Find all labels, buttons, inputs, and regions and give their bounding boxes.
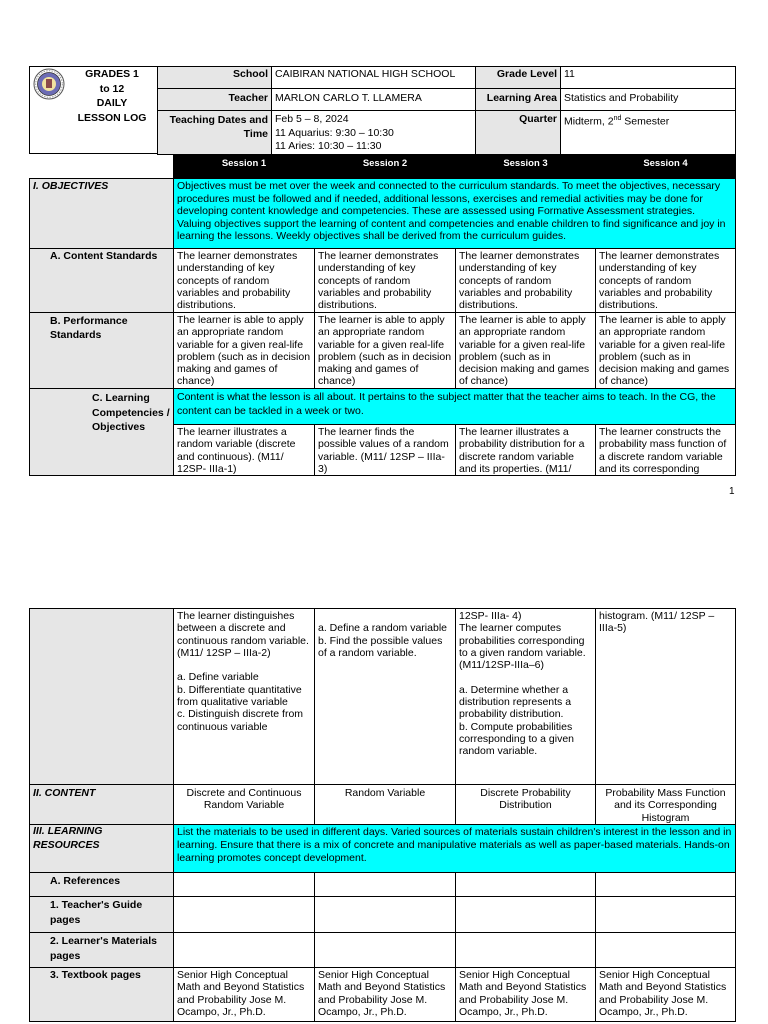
content-standards-s3: The learner demonstrates understanding of key concepts of random variables and probability distributions. — [455, 248, 596, 313]
quarter-label: Quarter — [475, 110, 561, 155]
objectives-text: Objectives must be met over the week and connected to the curriculum standards. To meet the objectives, necessary procedures must be followed and if needed, additional lessons, exercises and remedial activities may be done for developing content knowledge and competencies. These are assessed using Formative Assessment strategies. Valuing objectives support the learning of content and competencies and enable children to find significance and joy in learning the lessons. Weekly objectives shall be derived from the curriculum guides. — [173, 178, 736, 249]
content-s1: Discrete and Continuous Random Variable — [173, 784, 315, 825]
session-1-header: Session 1 — [173, 154, 315, 179]
quarter-value-suffix: Semester — [621, 115, 670, 128]
teaching-dates-label: Teaching Dates and Time — [157, 110, 272, 155]
content-standards-s2: The learner demonstrates understanding of key concepts of random variables and probability distributions. — [314, 248, 456, 313]
continuation-s1: The learner distinguishes between a discrete and continuous random variable. (M11/ 12SP – IIIa-2) a. Define variable b. Differentiate quantitative from qualitative variable c. Distinguish discrete from continuous variable — [173, 608, 315, 785]
textbook-s2: Senior High Conceptual Math and Beyond Statistics and Probability Jose M. Ocampo, Jr., Ph.D. — [314, 967, 456, 1022]
teachers-guide-s1 — [173, 896, 315, 933]
quarter-value-sup: nd — [613, 115, 622, 122]
deped-seal — [33, 68, 65, 100]
references-s4 — [595, 872, 736, 897]
teaching-dates-value: Feb 5 – 8, 2024 11 Aquarius: 9:30 – 10:30 11 Aries: 10:30 – 11:30 — [271, 110, 476, 155]
competencies-s2: The learner finds the possible values of a random variable. (M11/ 12SP – IIIa- 3) — [314, 424, 456, 476]
teacher-label: Teacher — [157, 88, 272, 111]
textbook-s4: Senior High Conceptual Math and Beyond Statistics and Probability Jose M. Ocampo, Jr., Ph.D. — [595, 967, 736, 1022]
continuation-s2: a. Define a random variable b. Find the possible values of a random variable. — [314, 608, 456, 785]
school-value: CAIBIRAN NATIONAL HIGH SCHOOL — [271, 66, 476, 89]
content-standards-s4: The learner demonstrates understanding of key concepts of random variables and probability distributions. — [595, 248, 736, 313]
school-label: School — [157, 66, 272, 89]
competencies-s4: The learner constructs the probability mass function of a discrete random variable and its corresponding — [595, 424, 736, 476]
references-s1 — [173, 872, 315, 897]
content-standards-label: A. Content Standards — [29, 248, 174, 313]
content-label: II. CONTENT — [29, 784, 174, 825]
learning-area-value: Statistics and Probability — [560, 88, 736, 111]
performance-standards-s1: The learner is able to apply an appropriate random variable for a given real-life problem (such as in decision making and games of chance) — [173, 312, 315, 389]
continuation-s4: histogram. (M11/ 12SP – IIIa-5) — [595, 608, 736, 785]
references-label: A. References — [29, 872, 174, 897]
content-standards-s1: The learner demonstrates understanding of key concepts of random variables and probability distributions. — [173, 248, 315, 313]
content-s2: Random Variable — [314, 784, 456, 825]
teachers-guide-s4 — [595, 896, 736, 933]
performance-standards-label: B. Performance Standards — [29, 312, 174, 389]
textbook-label: 3. Textbook pages — [29, 967, 174, 1022]
performance-standards-s4: The learner is able to apply an appropriate random variable for a given real-life problem (such as in decision making and games of chance) — [595, 312, 736, 389]
sessions-header-spacer — [29, 154, 174, 179]
learners-materials-s2 — [314, 932, 456, 968]
learners-materials-label: 2. Learner's Materials pages — [29, 932, 174, 968]
content-s3: Discrete Probability Distribution — [455, 784, 596, 825]
references-s3 — [455, 872, 596, 897]
continuation-s3: 12SP- IIIa- 4) The learner computes probabilities corresponding to a given random variable. (M11/12SP-IIIa–6) a. Determine whether a distribution represents a probability distribution. b. Compute probabilities corresponding to a given random variable. — [455, 608, 596, 785]
learning-area-label: Learning Area — [475, 88, 561, 111]
teacher-value: MARLON CARLO T. LLAMERA — [271, 88, 476, 111]
session-3-header: Session 3 — [455, 154, 596, 179]
teachers-guide-label: 1. Teacher's Guide pages — [29, 896, 174, 933]
content-s4: Probability Mass Function and its Corresponding Histogram — [595, 784, 736, 825]
quarter-value-text: Midterm, 2 — [564, 115, 614, 128]
learners-materials-s3 — [455, 932, 596, 968]
learning-resources-text: List the materials to be used in different days. Varied sources of materials sustain children's interest in the lesson and in learning. Ensure that there is a mix of concrete and manipulative materials as well as paper-based materials. Hands-on learning promotes concept development. — [173, 824, 736, 873]
textbook-s1: Senior High Conceptual Math and Beyond Statistics and Probability Jose M. Ocampo, Jr., Ph.D. — [173, 967, 315, 1022]
learning-resources-label: III. LEARNING RESOURCES — [29, 824, 174, 873]
competencies-label: C. Learning Competencies / Objectives — [29, 388, 174, 476]
page-number: 1 — [729, 486, 735, 497]
session-4-header: Session 4 — [595, 154, 736, 179]
teachers-guide-s2 — [314, 896, 456, 933]
competencies-banner: Content is what the lesson is all about. It pertains to the subject matter that the teacher aims to teach. In the CG, the content can be tackled in a week or two. — [173, 388, 736, 425]
dll-title: GRADES 1 to 12 DAILY LESSON LOG — [77, 68, 147, 124]
quarter-value — [560, 110, 736, 155]
competencies-s3: The learner illustrates a probability distribution for a discrete random variable and its properties. (M11/ — [455, 424, 596, 476]
references-s2 — [314, 872, 456, 897]
teachers-guide-s3 — [455, 896, 596, 933]
performance-standards-s3: The learner is able to apply an appropriate random variable for a given real-life problem (such as in decision making and games of chance) — [455, 312, 596, 389]
textbook-s3: Senior High Conceptual Math and Beyond Statistics and Probability Jose M. Ocampo, Jr., Ph.D. — [455, 967, 596, 1022]
grade-level-value: 11 — [560, 66, 736, 89]
grade-level-label: Grade Level — [475, 66, 561, 89]
performance-standards-s2: The learner is able to apply an appropriate random variable for a given real-life problem (such as in decision making and games of chance) — [314, 312, 456, 389]
objectives-label: I. OBJECTIVES — [29, 178, 174, 249]
competencies-s1: The learner illustrates a random variable (discrete and continuous). (M11/ 12SP- IIIa-1) — [173, 424, 315, 476]
session-2-header: Session 2 — [314, 154, 456, 179]
learners-materials-s1 — [173, 932, 315, 968]
learners-materials-s4 — [595, 932, 736, 968]
continuation-label — [29, 608, 174, 785]
